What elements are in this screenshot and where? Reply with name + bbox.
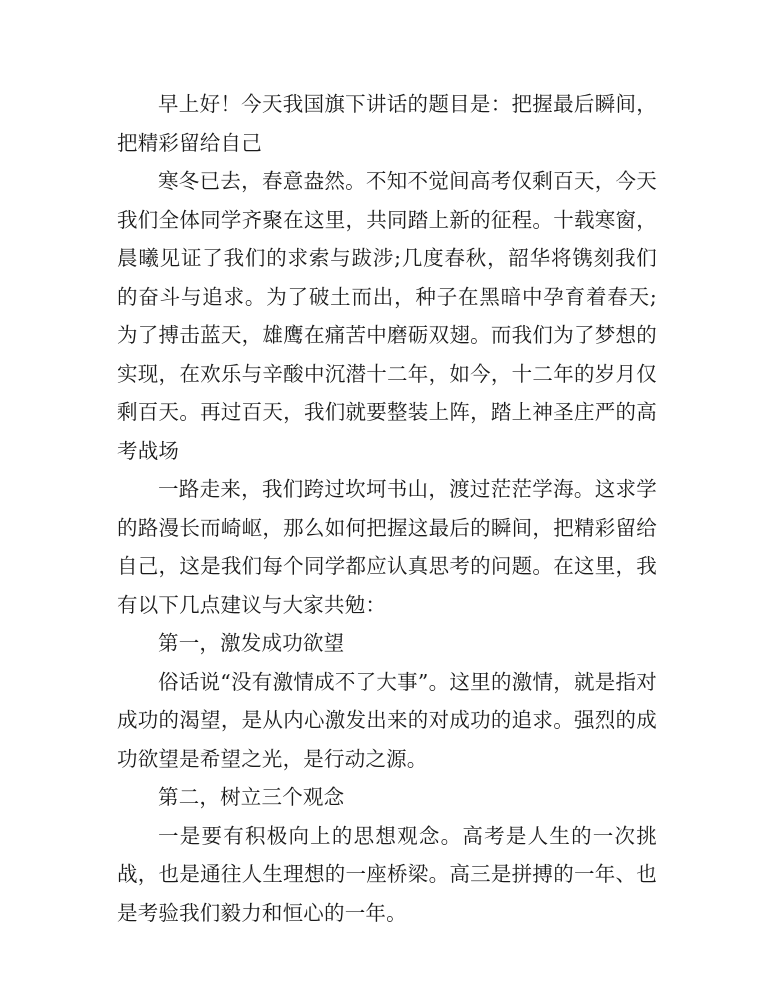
point-two-heading: 第二，树立三个观念 — [158, 785, 345, 809]
intro-paragraph: 寒冬已去，春意盎然。不知不觉间高考仅剩百天，今天我们全体同学齐聚在这里，共同踏上新的征程。十载寒窗，晨曦见证了我们的求索与跋涉;几度春秋，韶华将镌刻我们的奋斗与追求。为了破土而出，种子在黑暗中孕育着春天;为了搏击蓝天，雄鹰在痛苦中磨砺双翅。而我们为了梦想的实现，在欢乐与辛酸中沉潜十二年，如今，十二年的岁月仅剩百天。再过百天，我们就要整装上阵，踏上神圣庄严的高考战场 — [117, 169, 657, 463]
greeting-paragraph: 早上好！今天我国旗下讲话的题目是：把握最后瞬间，把精彩留给自己 — [117, 92, 657, 155]
point-one-paragraph: 俗话说“没有激情成不了大事”。这里的激情，就是指对成功的渴望，是从内心激发出来的对成功的追求。强烈的成功欲望是希望之光，是行动之源。 — [117, 669, 657, 771]
reflection-paragraph: 一路走来，我们跨过坎坷书山，渡过茫茫学海。这求学的路漫长而崎岖，那么如何把握这最后的瞬间，把精彩留给自己，这是我们每个同学都应认真思考的问题。在这里，我有以下几点建议与大家共勉： — [117, 477, 657, 617]
document-body — [117, 85, 657, 932]
point-two-paragraph: 一是要有积极向上的思想观念。高考是人生的一次挑战，也是通往人生理想的一座桥梁。高三是拼搏的一年、也是考验我们毅力和恒心的一年。 — [117, 823, 657, 925]
point-one-heading: 第一，激发成功欲望 — [158, 631, 345, 655]
